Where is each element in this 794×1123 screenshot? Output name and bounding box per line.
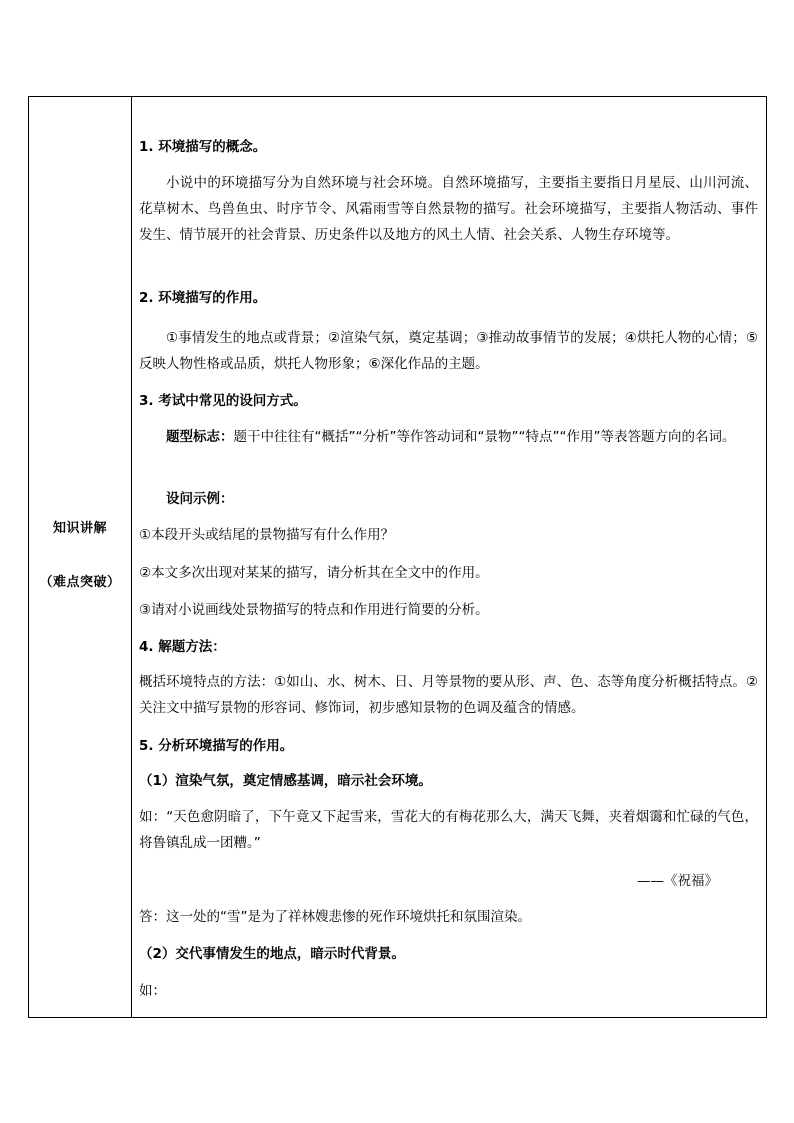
example-question-2: ②本文多次出现对某某的描写，请分析其在全文中的作用。	[139, 565, 489, 581]
paragraph-question-marks	[139, 424, 758, 450]
section-title: 知识讲解	[52, 521, 107, 536]
section-subtitle: （难点突破）	[39, 575, 121, 590]
answer-1: 答：这一处的“雪”是为了祥林嫂悲惨的死作环境烘托和氛围渲染。	[139, 909, 531, 925]
paragraph-method: 概括环境特点的方法：①如山、水、树木、日、月等景物的要从形、声、色、态等角度分析概括特点。②关注文中描写景物的形容词、修饰词，初步感知景物的色调及蕴含的情感。	[139, 674, 758, 716]
paragraph-concept: 小说中的环境描写分为自然环境与社会环境。自然环境描写，主要指主要指日月星辰、山川河流、花草树木、鸟兽鱼虫、时序节令、风霜雨雪等自然景物的描写。社会环境描写，主要指人物活动、事件发生、情节展开的社会背景、历史条件以及地方的风土人情、社会关系、人物生存环境等。	[139, 175, 758, 243]
paragraph-function: ①事情发生的地点或背景；②渲染气氛，奠定基调；③推动故事情节的发展；④烘托人物的心情；⑤反映人物性格或品质，烘托人物形象；⑥深化作品的主题。	[139, 330, 758, 372]
heading-method: 4. 解题方法：	[139, 639, 226, 655]
quote-source: ——《祝福》	[637, 873, 718, 889]
example-question-1: ①本段开头或结尾的景物描写有什么作用？	[139, 527, 395, 543]
subheading-location: （2）交代事情发生的地点，暗示时代背景。	[139, 946, 405, 962]
column-divider	[131, 97, 132, 1017]
heading-analysis: 5. 分析环境描写的作用。	[139, 738, 294, 754]
example-quote-2: 如：	[139, 983, 166, 999]
section-label-cell	[29, 97, 131, 1017]
question-marks-text: 题干中往往有“概括”“分析”等作答动词和“景物”“特点”“作用”等表答题方向的名词。	[233, 429, 736, 445]
heading-concept: 1. 环境描写的概念。	[139, 139, 267, 155]
content-cell	[139, 97, 758, 1017]
question-marks-label: 题型标志：	[166, 429, 234, 445]
subheading-atmosphere: （1）渲染气氛，奠定情感基调，暗示社会环境。	[139, 773, 432, 789]
heading-function: 2. 环境描写的作用。	[139, 290, 267, 306]
example-quote-1: 如：“天色愈阴暗了，下午竟又下起雪来，雪花大的有梅花那么大，满天飞舞，夹着烟霭和忙碌的气色，将鲁镇乱成一团糟。”	[139, 809, 758, 851]
example-questions-label: 设问示例：	[166, 491, 234, 507]
knowledge-table	[28, 96, 767, 1018]
heading-question-types: 3. 考试中常见的设问方式。	[139, 393, 307, 409]
example-question-3: ③请对小说画线处景物描写的特点和作用进行简要的分析。	[139, 602, 489, 618]
